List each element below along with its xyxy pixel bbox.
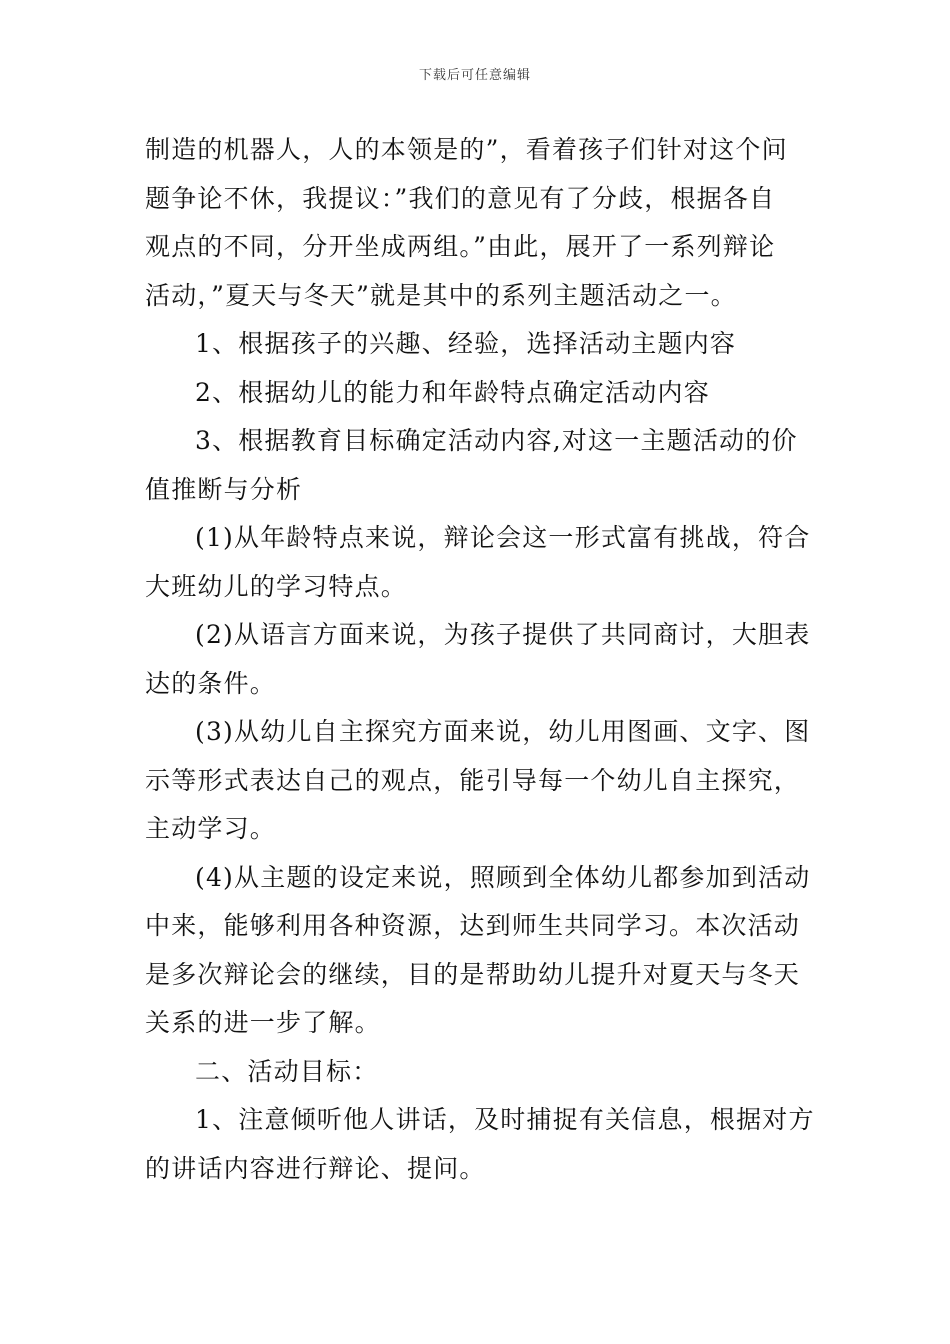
- text-line: 1、根据孩子的兴趣、经验，选择活动主题内容: [195, 329, 737, 358]
- text-line: 值推断与分析: [145, 474, 303, 504]
- text-line: 3、根据教育目标确定活动内容,对这一主题活动的价: [195, 426, 798, 455]
- text-line: 中来，能够利用各种资源，达到师生共同学习。本次活动: [145, 911, 801, 940]
- text-line: 主动学习。: [145, 814, 277, 843]
- text-line: 关系的进一步了解。: [145, 1008, 381, 1037]
- text-line: 二、活动目标：: [195, 1056, 379, 1086]
- text-line: 的讲话内容进行辩论、提问。: [145, 1153, 486, 1183]
- text-line: 题争论不休，我提议：”我们的意见有了分歧，根据各自: [145, 183, 776, 213]
- text-line: (3)从幼儿自主探究方面来说，幼儿用图画、文字、图: [195, 717, 811, 746]
- text-line: 示等形式表达自己的观点，能引导每一个幼儿自主探究，: [145, 765, 801, 795]
- text-line: 制造的机器人，人的本领是的”，看着孩子们针对这个问: [145, 135, 788, 164]
- text-line: 达的条件。: [145, 668, 277, 698]
- text-line: 2、根据幼儿的能力和年龄特点确定活动内容: [195, 377, 710, 407]
- text-line: 大班幼儿的学习特点。: [145, 571, 408, 601]
- text-line: (1)从年龄特点来说，辩论会这一形式富有挑战，符合: [195, 523, 811, 552]
- text-line: 是多次辩论会的继续，目的是帮助幼儿提升对夏天与冬天: [145, 959, 801, 989]
- page-header: 下载后可任意编辑: [418, 68, 531, 83]
- text-line: (2)从语言方面来说，为孩子提供了共同商讨，大胆表: [195, 620, 811, 649]
- text-line: (4)从主题的设定来说，照顾到全体幼儿都参加到活动: [195, 862, 811, 892]
- text-line: 观点的不同，分开坐成两组。”由此，展开了一系列辩论: [145, 232, 776, 261]
- text-line: 活动，”夏天与冬天”就是其中的系列主题活动之一。: [145, 280, 737, 310]
- document-body: [145, 126, 813, 1193]
- text-line: 1、注意倾听他人讲话，及时捕捉有关信息，根据对方: [195, 1105, 815, 1134]
